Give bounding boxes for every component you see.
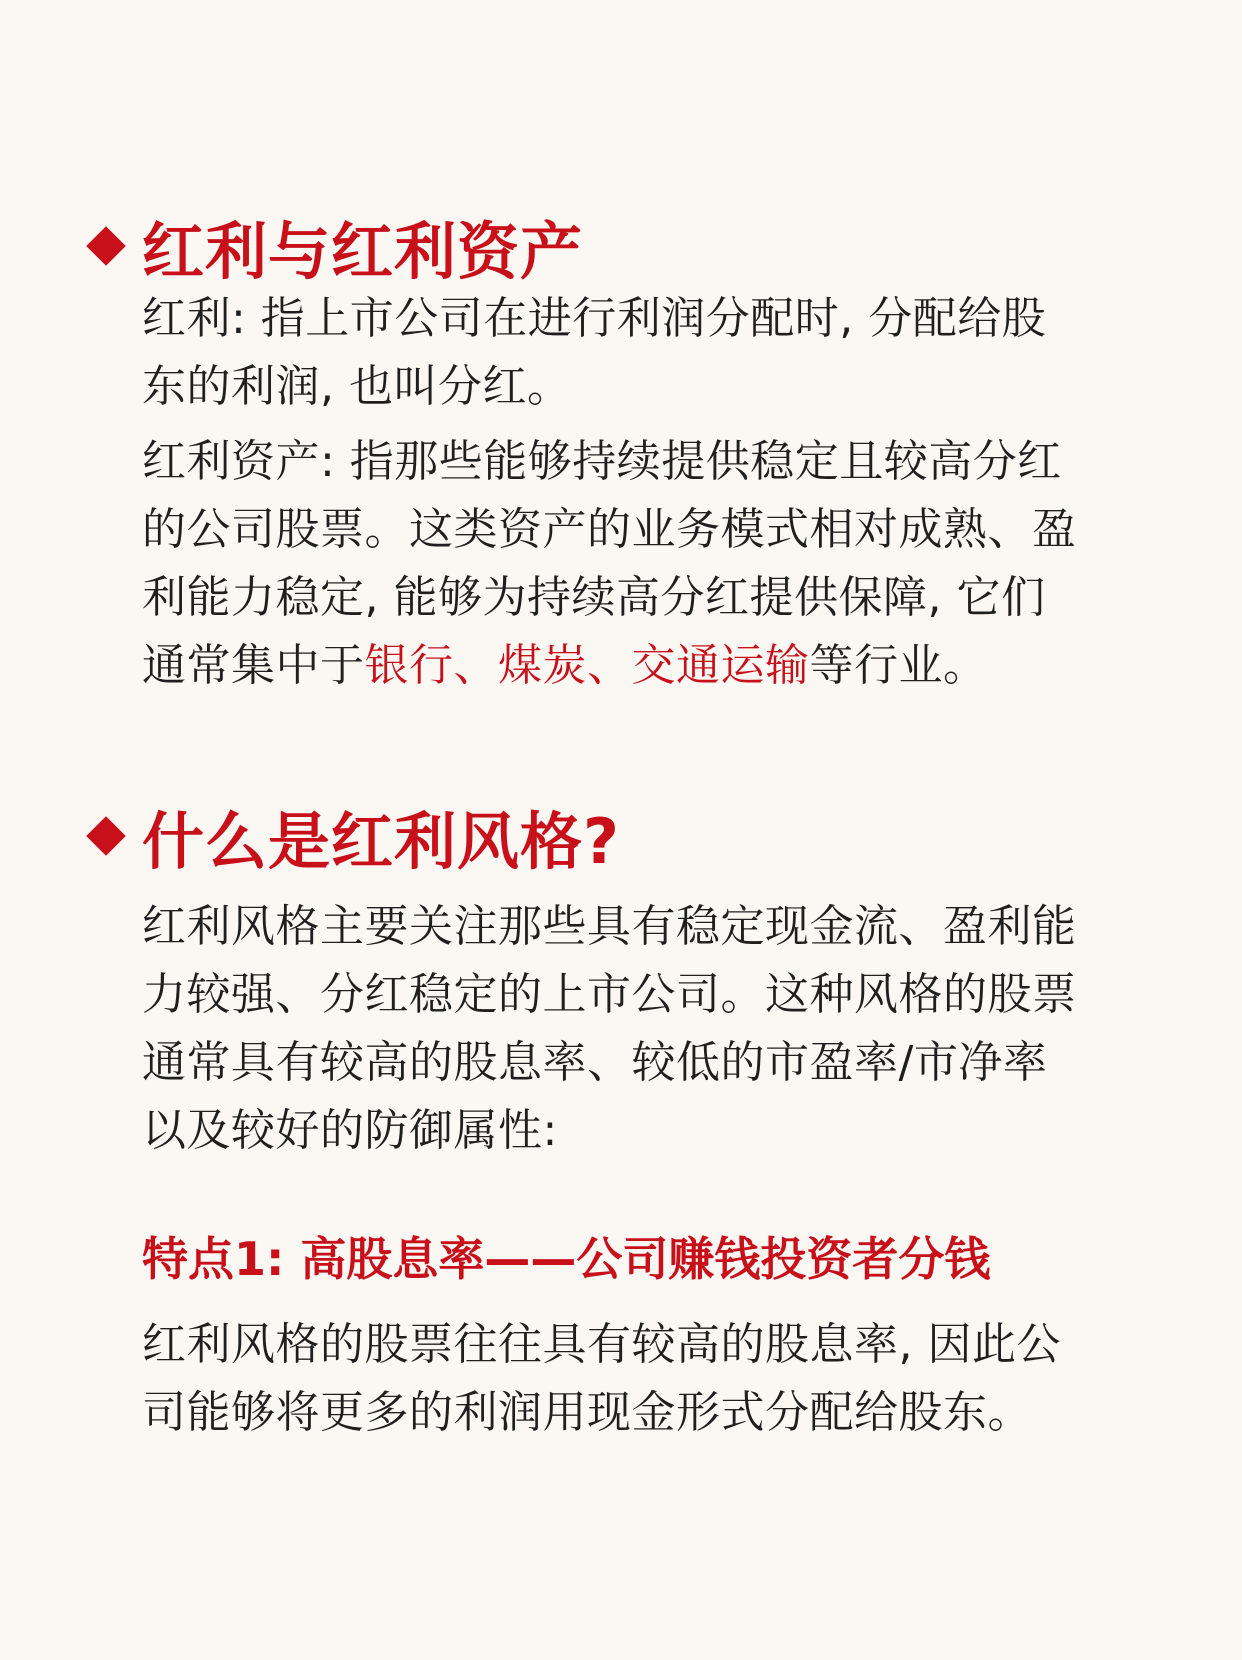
text-segment: 通常集中于 [142, 640, 365, 691]
text-line: 通常具有较高的股息率、较低的市盈率/市净率 [142, 1037, 1048, 1088]
dividend-style-intro [142, 893, 1122, 1165]
text-line: 的公司股票。这类资产的业务模式相对成熟、盈 [142, 504, 1077, 555]
highlighted-industries: 银行、煤炭、交通运输 [364, 640, 810, 691]
section-title-text: 什么是红利风格? [142, 804, 620, 878]
text-line: 红利风格主要关注那些具有稳定现金流、盈利能 [142, 901, 1077, 952]
section-title-dividend-assets [92, 206, 583, 286]
feature-description [142, 1311, 1122, 1447]
text-segment: 等行业。 [809, 640, 988, 691]
text-line: 司能够将更多的利润用现金形式分配给股东。 [142, 1387, 1032, 1438]
text-line: 以及较好的防御属性: [142, 1105, 558, 1156]
diamond-bullet-icon [86, 226, 126, 266]
text-line [142, 632, 1122, 700]
text-line: 红利风格的股票往往具有较高的股息率, 因此公 [142, 1319, 1061, 1370]
text-line: 红利资产: 指那些能够持续提供稳定且较高分红 [142, 436, 1062, 487]
text-line: 力较强、分红稳定的上市公司。这种风格的股票 [142, 969, 1077, 1020]
dividend-definition [142, 285, 1122, 421]
dividend-asset-definition [142, 428, 1122, 700]
section-title-dividend-style [92, 796, 620, 876]
section-title-text: 红利与红利资产 [142, 214, 584, 288]
text-line: 红利: 指上市公司在进行利润分配时, 分配给股 [142, 293, 1047, 344]
text-line: 利能力稳定, 能够为持续高分红提供保障, 它们 [142, 572, 1046, 623]
feature-title: 特点1: 高股息率——公司赚钱投资者分钱 [142, 1232, 991, 1286]
text-line: 东的利润, 也叫分红。 [142, 361, 572, 412]
diamond-bullet-icon [86, 816, 126, 856]
